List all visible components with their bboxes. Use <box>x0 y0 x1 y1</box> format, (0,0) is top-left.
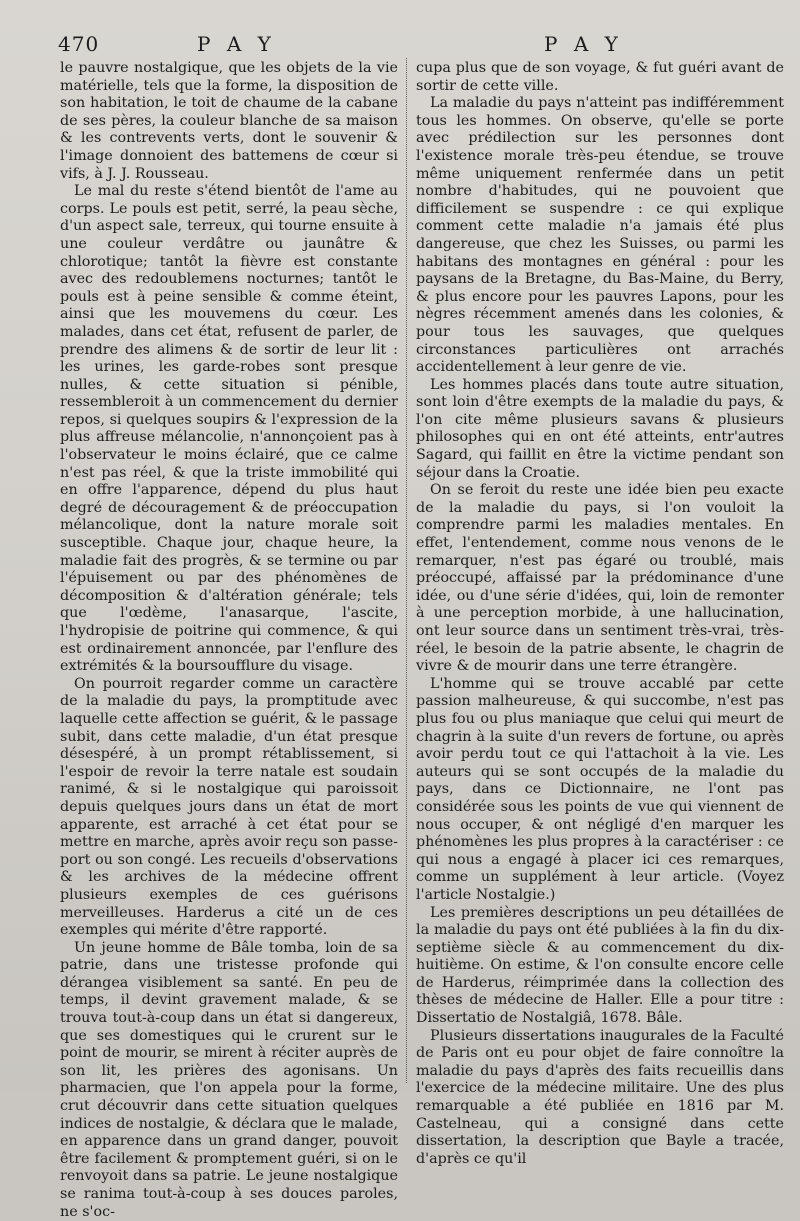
paragraph: Les hommes placés dans toute autre situation, sont loin d'être exempts de la maladie du pays, & l'on cite même plusieurs savans & plusieurs philosophes qui en ont été atteints, entr'autres Sagard, qui faillit en être la victime pendant son séjour dans la Croatie. <box>416 376 784 481</box>
page-number: 470 <box>58 32 100 56</box>
paragraph: L'homme qui se trouve accablé par cette passion malheureuse, & qui succombe, n'est pas plus fou ou plus maniaque que celui qui meurt de chagrin à la suite d'un revers de fortune, ou après avoir perdu tout ce qui l'attachoit à la vie. Les auteurs qui se sont occupés de la maladie du pays, dans ce Dictionnaire, ne l'ont pas considérée sous les points de vue qui viennent de nous occuper, & ont négligé d'en marquer les phénomènes les plus propres à la caractériser : ce qui nous a engagé à placer ici ces remarques, comme un supplément à leur article. (Voyez l'article Nostalgie.) <box>416 675 784 903</box>
paragraph: Plusieurs dissertations inaugurales de la Faculté de Paris ont eu pour objet de faire connoître la maladie du pays d'après des faits recueillis dans l'exercice de la médecine militaire. Une des plus remarquable a été publiée en 1816 par M. Castelneau, qui a consigné dans cette dissertation, la description que Bayle a tracée, d'après ce qu'il <box>416 1027 784 1167</box>
right-column <box>416 60 784 1168</box>
running-head-left: P A Y <box>197 32 276 56</box>
running-head-right: P A Y <box>544 32 623 56</box>
paragraph: Le mal du reste s'étend bientôt de l'ame au corps. Le pouls est petit, serré, la peau sèche, d'un aspect sale, terreux, qui tourne ensuite à une couleur verdâtre ou jaunâtre & chlorotique; tantôt la fièvre est constante avec des redoublemens nocturnes; tantôt le pouls est à peine sensible & comme éteint, ainsi que les mouvemens du cœur. Les malades, dans cet état, refusent de parler, de prendre des alimens & de sortir de leur lit : les urines, les garde-robes sont presque nulles, & cette situation si pénible, ressembleroit à un commencement du dernier repos, si quelques soupirs & l'expression de la plus affreuse mélancolie, n'annonçoient pas à l'observateur le moins éclairé, que ce calme n'est pas réel, & que la triste immobilité qui en offre l'apparence, dépend du plus haut degré de découragement & de préoccupation mélancolique, dont la nature morale soit susceptible. Chaque jour, chaque heure, la maladie fait des progrès, & se termine ou par l'épuisement ou par des phénomènes de décomposition & d'altération générale; tels que l'œdème, l'anasarque, l'ascite, l'hydropisie de poitrine qui commence, & qui est ordinairement annoncée, par l'enflure des extrémités & la boursoufflure du visage. <box>60 183 398 675</box>
column-divider <box>406 58 407 1083</box>
page-header <box>0 32 800 58</box>
paragraph: Un jeune homme de Bâle tomba, loin de sa patrie, dans une tristesse profonde qui dérangea visiblement sa santé. En peu de temps, il devint gravement malade, & se trouva tout-à-coup dans un état si dangereux, que ses domestiques qui le crurent sur le point de mourir, se mirent à réciter auprès de son lit, les prières des agonisans. Un pharmacien, que l'on appela pour la forme, crut découvrir dans cette situation quelques indices de nostalgie, & déclara que le malade, en apparence dans un grand danger, pouvoit être facilement & promptement guéri, si on le renvoyoit dans sa patrie. Le jeune nostalgique se ranima tout-à-coup à ses douces paroles, ne s'oc- <box>60 939 398 1220</box>
paragraph: le pauvre nostalgique, que les objets de la vie matérielle, tels que la forme, la disposition de son habitation, le toit de chaume de la cabane de ses pères, la couleur blanche de sa maison & les contrevents verts, dont le souvenir & l'image donnoient des battemens de cœur si vifs, à J. J. Rousseau. <box>60 60 398 182</box>
paragraph: La maladie du pays n'atteint pas indifféremment tous les hommes. On observe, qu'elle se porte avec prédilection sur les personnes dont l'existence morale très-peu étendue, se trouve même uniquement renfermée dans un petit nombre d'habitudes, qui ne pouvoient que difficilement se suspendre : ce qui explique comment cette maladie n'a jamais été plus dangereuse, que chez les Suisses, ou parmi les habitans des montagnes en général : pour les paysans de la Bretagne, du Bas-Maine, du Berry, & plus encore pour les pauvres Lapons, pour les nègres récemment amenés dans les colonies, & pour tous les sauvages, que quelques circonstances particulières ont arrachés accidentellement à leur genre de vie. <box>416 95 784 376</box>
paragraph: cupa plus que de son voyage, & fut guéri avant de sortir de cette ville. <box>416 60 784 94</box>
paragraph: On pourroit regarder comme un caractère de la maladie du pays, la promptitude avec laquelle cette affection se guérit, & le passage subit, dans cette maladie, d'un état presque désespéré, à un prompt rétablissement, si l'espoir de revoir la terre natale est soudain ranimé, & si le nostalgique qui paroissoit depuis quelques jours dans un état de mort apparente, est arraché à cet état pour se mettre en marche, après avoir reçu son passe-port ou son congé. Les recueils d'observations & les archives de la médecine offrent plusieurs exemples de ces guérisons merveilleuses. Harderus a cité un de ces exemples qui mérite d'être rapporté. <box>60 675 398 939</box>
paragraph: Les premières descriptions un peu détaillées de la maladie du pays ont été publiées à la fin du dix-septième siècle & au commencement du dix-huitième. On estime, & l'on consulte encore celle de Harderus, réimprimée dans la collection des thèses de médecine de Haller. Elle a pour titre : Dissertatio de Nostalgiâ, 1678. Bâle. <box>416 904 784 1027</box>
paragraph: On se feroit du reste une idée bien peu exacte de la maladie du pays, si l'on vouloit la comprendre parmi les maladies mentales. En effet, l'entendement, comme nous venons de le remarquer, n'est pas égaré ou troublé, mais préoccupé, affaissé par la prédominance d'une idée, ou d'une série d'idées, qui, loin de remonter à une perception morbide, à une hallucination, ont leur source dans un sentiment très-vrai, très-réel, le besoin de la patrie absente, le chagrin de vivre & de mourir dans une terre étrangère. <box>416 482 784 675</box>
left-column <box>60 60 398 1221</box>
